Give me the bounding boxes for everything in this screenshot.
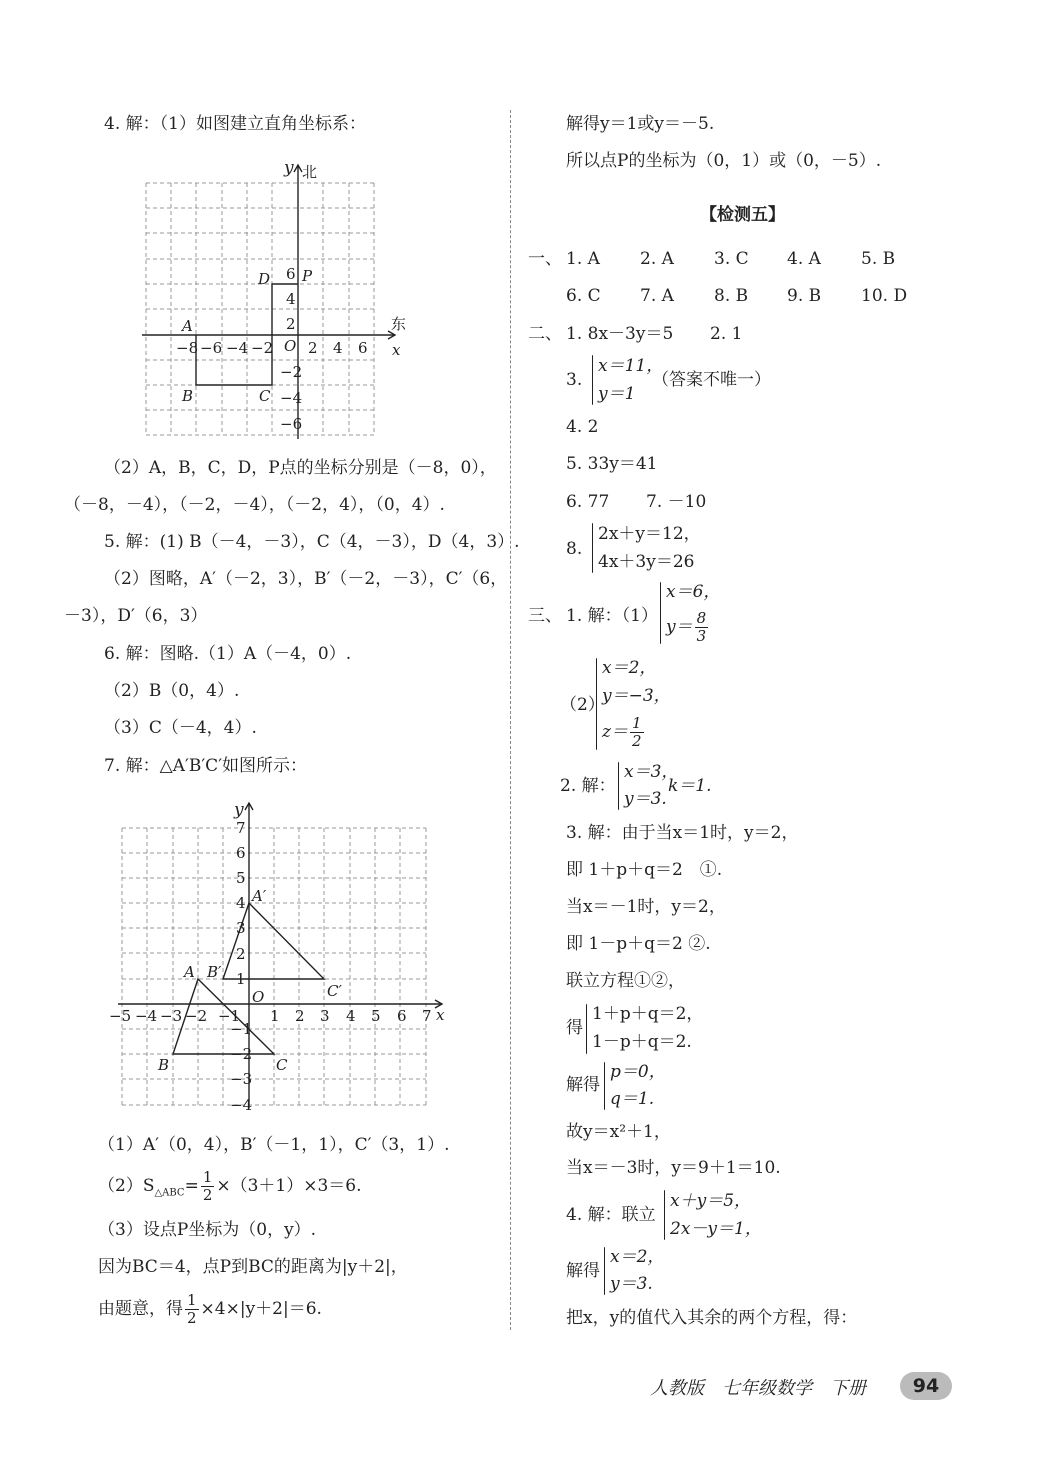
graph1-x-tick: 6: [358, 339, 368, 357]
graph1-x-axis: x: [392, 341, 401, 359]
graph2-y-tick: 7: [236, 819, 246, 837]
graph1-point-c: C: [259, 387, 271, 405]
graph1-point-a: A: [182, 317, 193, 335]
s3-2-eq3: [602, 712, 646, 752]
graph2-y-tick: −2: [230, 1045, 253, 1063]
graph2-origin: O: [252, 988, 265, 1006]
graph2-point-a-prime: A′: [252, 887, 267, 905]
mc-answer: 8. B: [714, 286, 749, 306]
graph1-point-b: B: [182, 387, 194, 405]
brace: [660, 582, 661, 644]
q5-part1: 5. 解：(1) B（－4，－3），C（4，－3），D（4，3）.: [104, 532, 520, 552]
fill-8-eq1: 2x＋y＝12，: [598, 524, 701, 544]
graph2-y-tick: −1: [230, 1020, 253, 1038]
q4-part2a: （2）A，B，C，D，P点的坐标分别是（－8，0），: [104, 458, 497, 478]
fraction-den: 3: [696, 627, 707, 645]
brace: [592, 523, 593, 573]
fill-label: 二、: [528, 324, 562, 344]
graph2-point-c: C: [276, 1056, 288, 1074]
brace: [604, 1062, 605, 1110]
s3-q3-6: 故y＝x²＋1，: [566, 1122, 671, 1142]
graph1-east: 东: [391, 315, 407, 333]
graph2-x-tick: 5: [371, 1007, 381, 1025]
fill-7: 7. －10: [646, 492, 707, 512]
fraction-num: 1: [202, 1168, 213, 1186]
fill-3-eq1: x＝11，: [598, 356, 664, 376]
fill-5: 5. 33y＝41: [566, 454, 658, 474]
s3-q4-sol: 解得: [566, 1261, 600, 1281]
q7-part1: （1）A′（0，4），B′（－1，1），C′（3，1）.: [98, 1135, 450, 1155]
s3-q4-eq3: x＝2，: [610, 1247, 665, 1267]
q6-part3: （3）C（－4，4）.: [104, 718, 257, 738]
s3-q3-sol: 解得: [566, 1075, 600, 1095]
fill-2: 2. 1: [710, 324, 743, 344]
fill-8-label: 8.: [566, 539, 583, 559]
graph2-y-tick: 1: [236, 970, 246, 988]
mc-answer: 3. C: [714, 249, 749, 269]
q5-part2b: －3），D′（6，3）: [64, 606, 208, 626]
s3-q3-5: 联立方程①②，: [566, 971, 685, 991]
graph2-x-tick: 6: [397, 1007, 407, 1025]
s3-q3-2: 即 1＋p＋q＝2 ①.: [566, 860, 723, 880]
graph2-x-tick: 4: [346, 1007, 356, 1025]
mc-answer: 1. A: [566, 249, 600, 269]
s3-q3-de: 得: [566, 1018, 583, 1038]
s3-q4-label: 4. 解：联立: [566, 1205, 656, 1225]
graph1-x-tick: 2: [308, 339, 318, 357]
s3-2-eq2: y＝−3，: [602, 686, 671, 706]
q6-part1: 6. 解：图略.（1）A（－4，0）.: [104, 644, 352, 664]
q4-part2b: （－8，－4），（－2，－4），（－2，4），（0，4）.: [64, 495, 445, 515]
q7-part4: 因为BC＝4，点P到BC的距离为|y＋2|，: [98, 1257, 408, 1277]
graph1-origin: O: [284, 337, 297, 355]
graph2-x-tick: −1: [218, 1007, 241, 1025]
graph1-x-tick: 4: [333, 339, 343, 357]
graph1-point-p: P: [302, 267, 313, 285]
brace: [586, 1004, 587, 1054]
graph2-y-tick: 5: [236, 869, 246, 887]
q7-part2-eq: =: [184, 1176, 199, 1196]
s3-2-eq3-text: z＝: [602, 722, 628, 742]
q7-part2-text: （2）S: [98, 1176, 155, 1196]
brace: [604, 1247, 605, 1295]
fraction: [695, 610, 709, 645]
q7-intro: 7. 解：△A′B′C′如图所示：: [104, 756, 308, 776]
s3-q2-k: k＝1.: [668, 776, 712, 796]
column-divider: [510, 110, 511, 1330]
graph1-y-tick: 6: [286, 265, 296, 283]
fraction-num: 1: [187, 1291, 197, 1309]
s3-q2-eq1: x＝3，: [624, 762, 679, 782]
mc-answer: 2. A: [640, 249, 674, 269]
fill-3-note: （答案不唯一）: [652, 370, 771, 390]
graph1-y-tick: −2: [280, 363, 303, 381]
s3-2-eq1: x＝2，: [602, 658, 657, 678]
s3-label: 三、: [528, 606, 562, 626]
r-line2: 所以点P的坐标为（0，1）或（0，－5）.: [566, 151, 882, 171]
graph1-x-tick: −6: [200, 339, 223, 357]
s3-q2-eq2: y＝3.: [624, 789, 667, 809]
mc-answer: 4. A: [787, 249, 821, 269]
graph2-x-tick: −3: [160, 1007, 183, 1025]
graph1-y-tick: 4: [286, 290, 296, 308]
graph2-point-b-prime: B′: [207, 963, 222, 981]
s3-q4-eq4: y＝3.: [610, 1274, 653, 1294]
mc-answer: 5. B: [861, 249, 896, 269]
fraction-den: 2: [202, 1186, 213, 1204]
fill-1: 1. 8x－3y＝5: [566, 324, 674, 344]
s3-1-eq2: [666, 607, 710, 647]
graph2-x-tick: −2: [185, 1007, 208, 1025]
section-title: 【检测五】: [700, 205, 785, 225]
graph2-y-tick: 2: [236, 945, 246, 963]
graph1-y-axis: y: [284, 158, 294, 178]
brace: [618, 762, 619, 810]
s3-q3-7: 当x＝－3时，y＝9＋1＝10.: [566, 1158, 781, 1178]
graph2-point-b: B: [158, 1056, 170, 1074]
s3-q4-eq1: x＋y＝5，: [670, 1191, 752, 1211]
graph1-x-tick: −4: [226, 339, 249, 357]
graph2-y-tick: 4: [236, 894, 246, 912]
graph1-x-tick: −2: [251, 339, 274, 357]
graph2-x-tick: 3: [320, 1007, 330, 1025]
graph2-x-tick: −5: [109, 1007, 132, 1025]
s3-q4-eq2: 2x－y＝1，: [670, 1219, 762, 1239]
s3-q3-eq1: 1＋p＋q＝2，: [592, 1004, 704, 1024]
footer-text: 人教版 七年级数学 下册: [650, 1378, 866, 1399]
fraction-den: 2: [631, 732, 642, 750]
graph2-y-axis: y: [234, 800, 244, 820]
graph1-x-tick: −8: [176, 339, 199, 357]
mc-answer: 7. A: [640, 286, 674, 306]
q7-part2-sub: △ABC: [154, 1187, 185, 1199]
q7-part2-rest: ×（3＋1）×3＝6.: [216, 1176, 362, 1196]
graph1-y-tick: 2: [286, 315, 296, 333]
s3-q4-end: 把x，y的值代入其余的两个方程，得：: [566, 1308, 858, 1328]
q7-part5: [98, 1288, 322, 1330]
mc-answer: 6. C: [566, 286, 601, 306]
graph1-north: 北: [302, 163, 318, 181]
s3-q2-label: 2. 解：: [560, 776, 616, 796]
s3-1-eq2-text: y＝: [666, 617, 693, 637]
fill-8-eq2: 4x＋3y＝26: [598, 552, 695, 572]
s3-1-label: 1. 解：（1）: [566, 606, 658, 626]
q6-part2: （2）B（0，4）.: [104, 681, 240, 701]
fraction-num: 1: [631, 714, 642, 732]
mc-label: 一、: [528, 249, 562, 269]
graph2-x-tick: 1: [270, 1007, 280, 1025]
graph2-y-tick: 3: [236, 919, 246, 937]
s3-q3-eq4: q＝1.: [610, 1089, 655, 1109]
q7-part3: （3）设点P坐标为（0，y）.: [98, 1220, 317, 1240]
q5-part2a: （2）图略，A′（－2，3），B′（－2，－3），C′（6，: [104, 569, 508, 589]
graph2-y-tick: 6: [236, 844, 246, 862]
graph2-x-axis: x: [436, 1006, 445, 1024]
graph2-x-tick: 2: [295, 1007, 305, 1025]
q7-part5-text: 由题意，得: [98, 1299, 183, 1319]
fill-6: 6. 77: [566, 492, 610, 512]
s3-q3-eq3: p＝0，: [610, 1062, 666, 1082]
graph2-y-tick: −3: [230, 1070, 253, 1088]
brace: [592, 355, 593, 405]
graph1-point-d: D: [258, 270, 271, 288]
fraction-num: 8: [696, 609, 707, 627]
s3-q3-eq2: 1－p＋q＝2.: [592, 1032, 692, 1052]
s3-2-label: （2）: [560, 695, 605, 715]
graph2-point-c-prime: C′: [327, 982, 342, 1000]
fraction: [185, 1292, 199, 1327]
r-line1: 解得y＝1或y＝－5.: [566, 114, 715, 134]
graph1-y-tick: −4: [280, 389, 303, 407]
s3-1-eq1: x＝6，: [666, 582, 721, 602]
brace: [664, 1190, 665, 1240]
graph2-y-tick: −4: [230, 1096, 253, 1114]
fraction: [630, 715, 644, 750]
q4-intro: 4. 解：（1）如图建立直角坐标系：: [104, 114, 366, 134]
s3-q3-4: 即 1－p＋q＝2 ②.: [566, 934, 711, 954]
graph2-x-tick: 7: [422, 1007, 432, 1025]
page-number: 94: [900, 1372, 952, 1400]
s3-q3-1: 3. 解：由于当x＝1时，y＝2，: [566, 823, 799, 843]
graph2-x-tick: −4: [135, 1007, 158, 1025]
q7-part5-rest: ×4×|y＋2|＝6.: [200, 1299, 322, 1319]
fraction-den: 2: [187, 1309, 197, 1327]
fraction: [201, 1169, 215, 1204]
s3-q3-3: 当x＝－1时，y＝2，: [566, 897, 726, 917]
fill-3-eq2: y＝1: [598, 384, 636, 404]
fill-3-label: 3.: [566, 370, 583, 390]
q7-part2: [98, 1165, 362, 1214]
coordinate-graph-1: [130, 155, 420, 445]
graph1-y-tick: −6: [280, 415, 303, 433]
fill-4: 4. 2: [566, 417, 599, 437]
mc-answer: 9. B: [787, 286, 822, 306]
brace: [596, 658, 597, 750]
graph2-point-a: A: [184, 963, 195, 981]
mc-answer: 10. D: [861, 286, 908, 306]
